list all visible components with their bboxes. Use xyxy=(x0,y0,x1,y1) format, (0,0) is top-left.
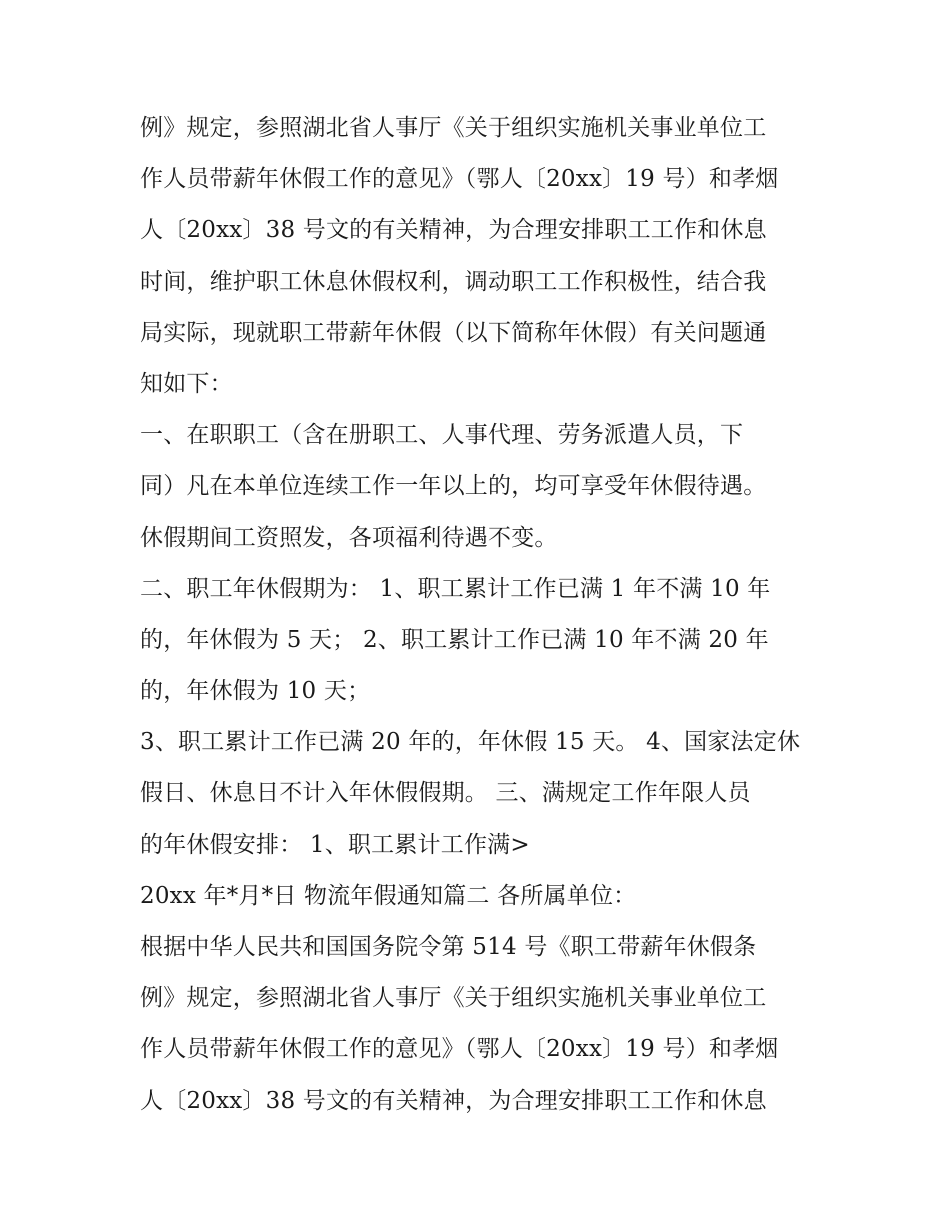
text-line: 例》规定，参照湖北省人事厅《关于组织实施机关事业单位工 xyxy=(140,985,767,1012)
text-line: 二、职工年休假期为： 1、职工累计工作已满 1 年不满 10 年 xyxy=(140,575,771,602)
text-line: 的，年休假为 5 天； 2、职工累计工作已满 10 年不满 20 年 xyxy=(140,626,769,653)
text-line: 的，年休假为 10 天； xyxy=(140,678,371,705)
text-line: 20xx 年*月*日 物流年假通知篇二 各所属单位： xyxy=(140,882,637,909)
text-line: 作人员带薪年休假工作的意见》（鄂人〔20xx〕19 号）和孝烟 xyxy=(140,1036,779,1063)
text-line: 人〔20xx〕38 号文的有关精神，为合理安排职工工作和休息 xyxy=(140,1087,767,1114)
text-line: 休假期间工资照发，各项福利待遇不变。 xyxy=(140,524,558,551)
text-line: 时间，维护职工休息休假权利，调动职工工作积极性，结合我 xyxy=(140,268,767,295)
text-line: 根据中华人民共和国国务院令第 514 号《职工带薪年休假条 xyxy=(140,934,757,960)
text-line: 同）凡在本单位连续工作一年以上的，均可享受年休假待遇。 xyxy=(140,473,767,500)
text-line: 局实际，现就职工带薪年休假（以下简称年休假）有关问题通 xyxy=(140,319,767,346)
text-line: 人〔20xx〕38 号文的有关精神，为合理安排职工工作和休息 xyxy=(140,217,767,244)
text-line: 3、职工累计工作已满 20 年的，年休假 15 天。 4、国家法定休 xyxy=(140,729,801,756)
text-line: 的年休假安排： 1、职工累计工作满> xyxy=(140,831,530,858)
text-line: 作人员带薪年休假工作的意见》（鄂人〔20xx〕19 号）和孝烟 xyxy=(140,166,779,193)
document-body xyxy=(140,103,820,1127)
text-line: 一、在职职工（含在册职工、人事代理、劳务派遣人员，下 xyxy=(140,422,744,449)
text-line: 假日、休息日不计入年休假假期。 三、满规定工作年限人员 xyxy=(140,780,751,807)
text-line: 例》规定，参照湖北省人事厅《关于组织实施机关事业单位工 xyxy=(140,115,767,141)
text-line: 知如下： xyxy=(140,370,233,397)
